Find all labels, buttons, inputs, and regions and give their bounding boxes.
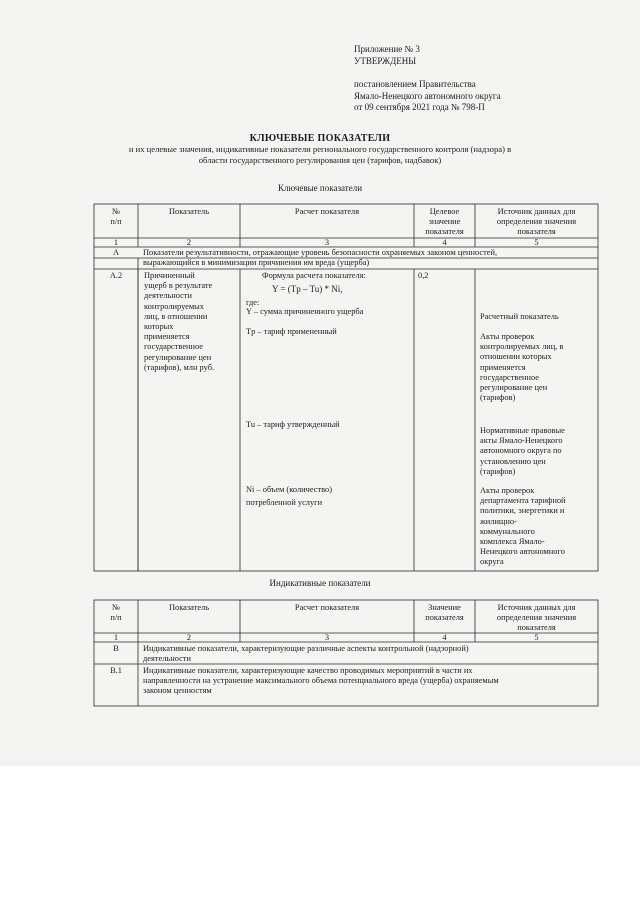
indicative-table-caption: Индикативные показатели xyxy=(269,578,371,588)
section-b-text: Индикативные показатели, характеризующие различные аспекты контрольной (надзорной) деятельности xyxy=(143,644,469,664)
col-number: 4 xyxy=(442,633,447,642)
header-calc: Расчет показателя xyxy=(294,603,360,612)
header-indicator: Показатель xyxy=(168,207,210,216)
col-number: 3 xyxy=(324,238,330,247)
target-value: 0,2 xyxy=(418,271,429,280)
document-title: КЛЮЧЕВЫЕ ПОКАЗАТЕЛИ xyxy=(249,133,391,144)
header-indicator: Показатель xyxy=(168,603,210,612)
def-tp: Tp – тариф примененный xyxy=(246,327,337,336)
def-ni: Ni – объем (количество) потребленной услуги xyxy=(246,485,332,508)
col-number: 2 xyxy=(186,633,192,642)
header-target: Целевое значение показателя xyxy=(425,207,464,237)
header-value: Значение показателя xyxy=(425,603,464,623)
section-a-code: А xyxy=(112,248,120,257)
col-number: 5 xyxy=(534,633,539,642)
subtitle-line: области государственного регулирования цен (тарифов, надбавок) xyxy=(198,154,442,165)
appendix-number: Приложение № 3 xyxy=(354,44,420,54)
header-source: Источник данных для определения значения показателя xyxy=(496,603,577,633)
approval-line: от 09 сентября 2021 года № 798-П xyxy=(354,102,485,112)
def-tu: Tu – тариф утвержденный xyxy=(246,420,340,429)
col-number: 5 xyxy=(534,238,539,247)
source-department-acts: Акты проверок департамента тарифной политики, энергетики и жилищно- коммунального комплекса Ямало- Ненецкого автономного округа xyxy=(480,486,566,567)
col-number: 1 xyxy=(113,633,119,642)
approval-line: постановлением Правительства xyxy=(354,79,476,89)
header-num: № п/п xyxy=(110,207,122,227)
row-b1-text: Индикативные показатели, характеризующие качество проводимых мероприятий в части их направленности на устранение максимального объема потенциального вреда (ущерба) охраняемым законом ценностям xyxy=(143,666,499,696)
col-number: 3 xyxy=(324,633,330,642)
row-b1-code: В.1 xyxy=(110,666,122,675)
def-y: Y – сумма причиненного ущерба xyxy=(246,307,364,316)
subtitle-line: и их целевые значения, индикативные показатели регионального государственного контроля (надзора) в xyxy=(128,144,512,154)
col-number: 4 xyxy=(442,238,447,247)
approved-label: УТВЕРЖДЕНЫ xyxy=(354,55,417,66)
header-calc: Расчет показателя xyxy=(294,207,360,216)
key-table-caption: Ключевые показатели xyxy=(277,183,363,193)
col-number: 1 xyxy=(113,238,119,247)
source-calculated: Расчетный показатель xyxy=(480,312,559,321)
formula: Y = (Tp – Tu) * Ni, xyxy=(272,284,343,294)
col-number: 2 xyxy=(186,238,192,247)
approval-line: Ямало-Ненецкого автономного округа xyxy=(354,90,501,101)
source-legal-acts: Нормативные правовые акты Ямало-Ненецкого автономного округа по установлению цен (тарифов) xyxy=(480,426,565,476)
formula-label: Формула расчета показателя: xyxy=(262,271,366,280)
header-num: № п/п xyxy=(110,603,122,623)
section-b-code: В xyxy=(113,644,119,653)
row-a2-indicator: Причиненный ущерб в результате деятельности контролируемых лиц, в отношении которых применяется государственное регулирование цен (тарифов), млн руб. xyxy=(144,271,215,372)
section-a-text: Показатели результативности, отражающие уровень безопасности охраняемых законом ценностей, выражающийся в минимизации причинения им вреда (ущерба) xyxy=(143,248,498,268)
header-source: Источник данных для определения значения показателя xyxy=(496,207,577,237)
source-inspection-acts: Акты проверок контролируемых лиц, в отношении которых применяется государственное регулирование цен (тарифов) xyxy=(480,332,564,403)
row-a2-code: А.2 xyxy=(109,271,123,280)
formula-where: где: xyxy=(246,298,260,307)
